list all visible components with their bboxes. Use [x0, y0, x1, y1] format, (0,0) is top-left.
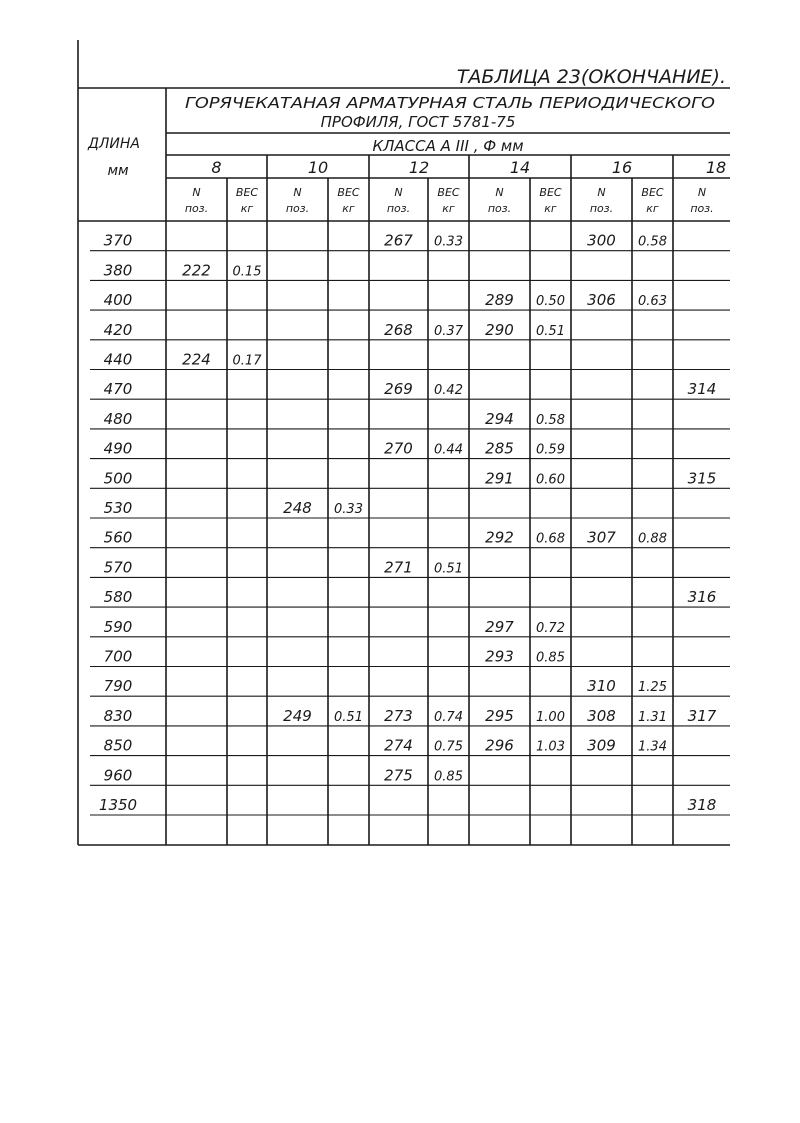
- weight-label-bottom: кг: [240, 202, 254, 215]
- weight-label-bottom: кг: [342, 202, 355, 215]
- length-cell: 440: [103, 350, 133, 369]
- length-cell: 370: [103, 231, 133, 250]
- position-cell: 310: [587, 677, 616, 696]
- length-cell: 560: [103, 528, 133, 547]
- weight-cell: 1.00: [536, 709, 565, 725]
- weight-label-bottom: кг: [646, 202, 659, 215]
- weight-cell: 0.51: [434, 561, 463, 577]
- position-cell: 267: [384, 231, 413, 250]
- pos-label-bottom: поз.: [487, 202, 512, 215]
- diameter-14: 14: [509, 158, 531, 177]
- weight-label-top: ВЕС: [437, 186, 460, 199]
- weight-cell: 0.33: [334, 502, 363, 517]
- weight-cell: 0.50: [536, 294, 565, 310]
- weight-cell: 0.51: [536, 323, 565, 339]
- weight-cell: 0.17: [232, 353, 262, 369]
- pos-label-bottom: поз.: [285, 202, 310, 215]
- position-cell: 291: [485, 469, 514, 488]
- position-cell: 300: [587, 231, 616, 250]
- pos-label-top: N: [192, 186, 201, 199]
- weight-cell: 0.88: [638, 531, 667, 547]
- length-cell: 500: [103, 469, 133, 488]
- position-cell: 309: [587, 736, 616, 755]
- length-label: ДЛИНА: [87, 136, 141, 152]
- position-cell: 285: [485, 439, 514, 458]
- diameter-18: 18: [705, 158, 727, 177]
- position-cell: 295: [485, 706, 514, 725]
- pos-label-top: N: [697, 186, 707, 199]
- length-cell: 480: [103, 409, 133, 428]
- table-title: ТАБЛИЦА 23(ОКОНЧАНИЕ).: [456, 66, 726, 88]
- length-cell: 380: [103, 261, 133, 280]
- weight-cell: 0.37: [434, 323, 463, 339]
- pos-label-bottom: поз.: [184, 202, 209, 215]
- weight-label-bottom: кг: [544, 202, 557, 215]
- weight-cell: 0.33: [434, 234, 463, 250]
- pos-label-top: N: [495, 186, 504, 199]
- position-cell: 318: [687, 796, 717, 814]
- position-cell: 297: [485, 617, 514, 636]
- pos-label-top: N: [394, 186, 403, 199]
- length-cell: 530: [103, 499, 133, 517]
- weight-cell: 1.25: [638, 680, 667, 696]
- weight-cell: 0.44: [434, 442, 463, 458]
- pos-label-bottom: поз.: [589, 202, 614, 215]
- position-cell: 224: [182, 350, 211, 369]
- position-cell: 273: [384, 706, 413, 725]
- length-cell: 830: [103, 706, 133, 725]
- position-cell: 269: [384, 380, 413, 399]
- weight-cell: 0.74: [434, 709, 463, 725]
- pos-label-bottom: поз.: [386, 202, 411, 215]
- position-cell: 289: [485, 291, 514, 310]
- weight-cell: 0.75: [434, 739, 463, 755]
- length-cell: 420: [103, 320, 133, 339]
- weight-cell: 0.58: [638, 234, 667, 250]
- position-cell: 314: [687, 380, 717, 399]
- position-cell: 268: [384, 320, 413, 339]
- weight-label-bottom: кг: [442, 202, 455, 215]
- table-body: [99, 232, 717, 814]
- position-cell: 222: [182, 261, 211, 280]
- position-cell: 274: [384, 736, 413, 755]
- weight-cell: 0.60: [536, 472, 565, 488]
- position-cell: 317: [687, 706, 717, 725]
- position-cell: 271: [384, 558, 413, 577]
- weight-cell: 0.63: [638, 294, 667, 310]
- weight-label-top: ВЕС: [641, 186, 664, 199]
- position-cell: 296: [485, 736, 514, 755]
- length-cell: 570: [103, 558, 133, 577]
- weight-cell: 0.59: [536, 442, 565, 458]
- weight-cell: 0.72: [536, 620, 565, 636]
- length-cell: 790: [103, 677, 133, 696]
- position-cell: 290: [485, 320, 514, 339]
- position-cell: 293: [485, 647, 514, 666]
- diameter-12: 12: [408, 158, 430, 177]
- weight-label-top: ВЕС: [539, 186, 562, 199]
- length-cell: 960: [103, 766, 133, 785]
- weight-cell: 0.15: [232, 264, 262, 280]
- position-cell: 248: [283, 499, 312, 517]
- length-cell: 850: [103, 736, 133, 755]
- position-cell: 294: [485, 409, 514, 428]
- position-cell: 315: [687, 469, 717, 488]
- weight-cell: 0.42: [434, 383, 463, 399]
- length-unit-label: мм: [107, 163, 129, 179]
- diameter-10: 10: [307, 158, 329, 177]
- diameter-16: 16: [611, 158, 633, 177]
- class-line: КЛАССА А III , Ф мм: [372, 137, 524, 155]
- diameter-8: 8: [211, 158, 222, 177]
- weight-cell: 1.34: [638, 739, 667, 755]
- position-cell: 308: [587, 706, 616, 725]
- weight-cell: 1.03: [536, 739, 565, 755]
- pos-label-top: N: [293, 186, 302, 199]
- length-cell: 700: [103, 647, 133, 666]
- weight-cell: 0.85: [536, 650, 565, 666]
- weight-cell: 0.58: [536, 412, 565, 428]
- pos-label-top: N: [597, 186, 606, 199]
- length-cell: 580: [103, 588, 133, 607]
- weight-cell: 0.51: [334, 709, 363, 725]
- position-cell: 316: [687, 588, 717, 607]
- pos-label-bottom: поз.: [690, 202, 714, 215]
- position-cell: 270: [384, 439, 413, 458]
- position-cell: 275: [384, 766, 413, 785]
- steel-description-line2: ПРОФИЛЯ, ГОСТ 5781-75: [320, 113, 516, 131]
- steel-description-line1: ГОРЯЧЕКАТАНАЯ АРМАТУРНАЯ СТАЛЬ ПЕРИОДИЧЕСКОГО: [185, 94, 716, 112]
- length-cell: 470: [103, 380, 133, 399]
- length-cell: 1350: [98, 796, 138, 814]
- position-cell: 292: [485, 528, 514, 547]
- position-cell: 249: [283, 706, 312, 725]
- length-cell: 490: [103, 439, 133, 458]
- weight-cell: 0.85: [434, 769, 463, 785]
- weight-cell: 0.68: [536, 531, 565, 547]
- weight-cell: 1.31: [638, 709, 667, 725]
- position-cell: 307: [587, 528, 616, 547]
- length-cell: 590: [103, 617, 133, 636]
- position-cell: 306: [587, 291, 616, 310]
- weight-label-top: ВЕС: [235, 186, 259, 199]
- weight-label-top: ВЕС: [337, 186, 360, 199]
- length-cell: 400: [103, 291, 133, 310]
- column-subheaders: [185, 186, 714, 215]
